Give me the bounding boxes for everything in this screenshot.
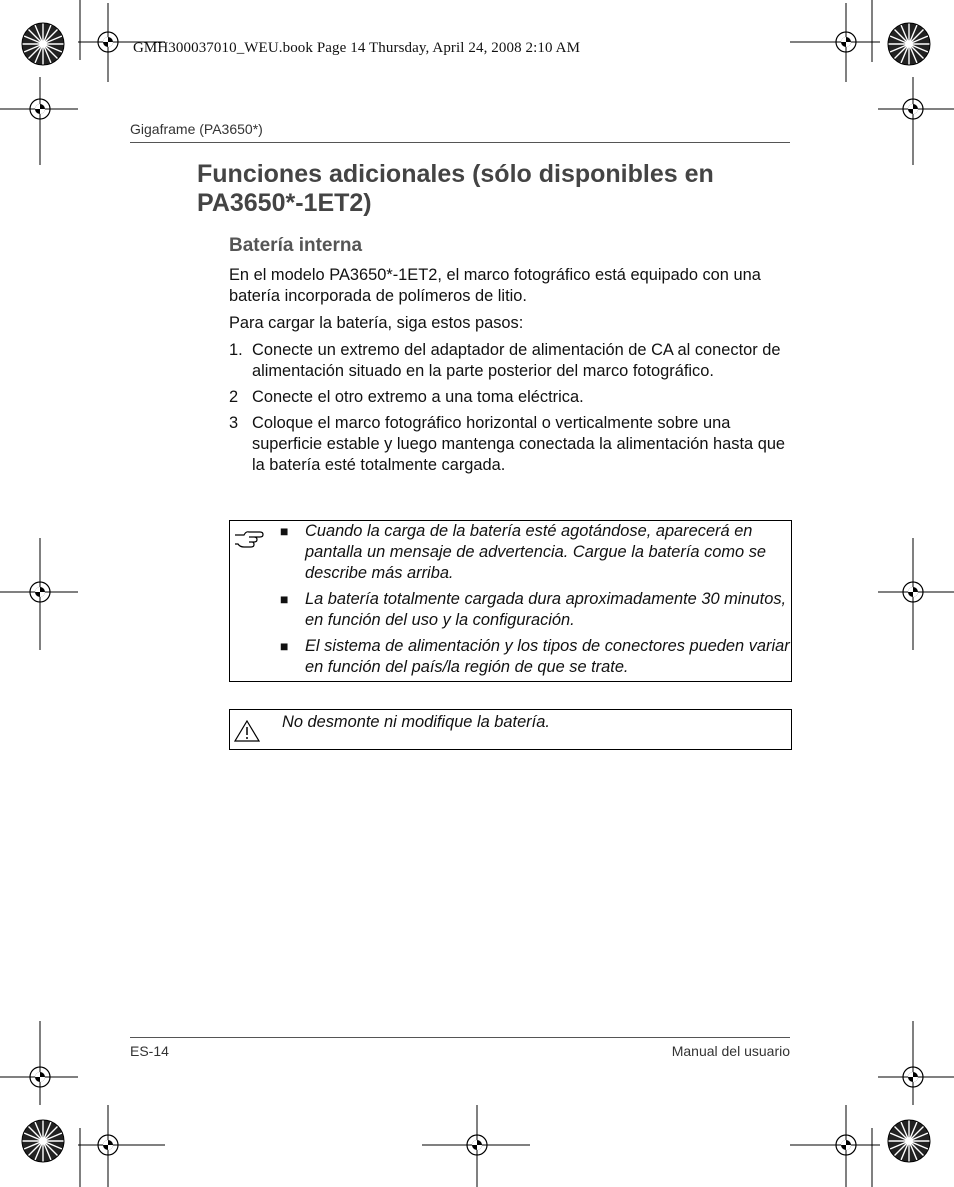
- step-number: 3: [229, 414, 239, 432]
- manual-title: Manual del usuario: [671, 1043, 790, 1059]
- step-text: Coloque el marco fotográfico horizontal o verticalmente sobre una superficie estable y luego mantenga conectada la alimentación hasta que la batería esté totalmente cargada.: [252, 414, 786, 474]
- subsection-heading: Batería interna: [229, 235, 363, 256]
- print-slug: GMH300037010_WEU.book Page 14 Thursday, April 24, 2008 2:10 AM: [133, 40, 581, 56]
- note-text: Cuando la carga de la batería esté agotándose, aparecerá en pantalla un mensaje de advertencia. Cargue la batería como se describe más arriba.: [305, 522, 767, 582]
- note-bullet: ■: [280, 638, 289, 654]
- note-bullet: ■: [280, 591, 289, 607]
- step-text: Conecte el otro extremo a una toma eléctrica.: [252, 388, 584, 406]
- step-number: 2: [229, 388, 239, 406]
- step-text: Conecte un extremo del adaptador de alimentación de CA al conector de alimentación situado en la parte posterior del marco fotográfico.: [252, 341, 781, 380]
- note-text: El sistema de alimentación y los tipos de conectores pueden variar en función del país/la región de que se trate.: [305, 637, 790, 676]
- page-number: ES-14: [130, 1043, 169, 1059]
- warning-text: No desmonte ni modifique la batería.: [282, 713, 550, 731]
- note-bullet: ■: [280, 523, 289, 539]
- note-text: La batería totalmente cargada dura aproximadamente 30 minutos, en función del uso y la configuración.: [305, 590, 787, 629]
- running-head: Gigaframe (PA3650*): [130, 121, 263, 137]
- step-number: 1.: [229, 341, 243, 359]
- intro-paragraph: En el modelo PA3650*-1ET2, el marco fotográfico está equipado con una batería incorporada de polímeros de litio.: [229, 266, 761, 305]
- section-heading: Funciones adicionales (sólo disponibles en PA3650*-1ET2): [197, 160, 714, 217]
- steps-intro: Para cargar la batería, siga estos pasos:: [229, 314, 524, 332]
